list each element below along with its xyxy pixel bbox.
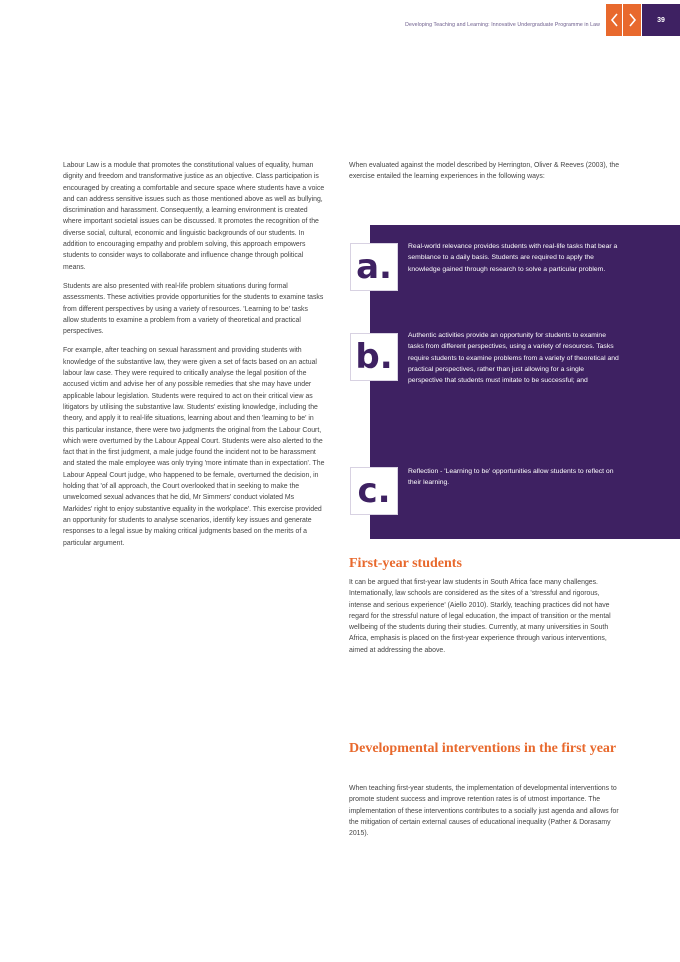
- page-number: 39: [642, 4, 680, 36]
- section-heading-first-year: First-year students: [349, 556, 462, 571]
- running-header: Developing Teaching and Learning: Innovative Undergraduate Programme in Law: [405, 22, 600, 28]
- first-year-paragraph: It can be argued that first-year law students in South Africa face many challenges. Internationally, law schools are considered as the sites of a 'stressful and rigorous, intense and serious experience' (Aiello 2010). Starkly, teaching practices did not have regard for the stressful nature of legal education, the impact of transition or the mental wellbeing of the students during their studies. Currently, at many universities in South Africa, emphasis is placed on the first-year experience through various interventions, aimed at addressing the above.: [349, 579, 611, 654]
- letter-a-tile: a.: [350, 243, 398, 291]
- letter-b-tile: b.: [350, 333, 398, 381]
- body-paragraph: Students are also presented with real-life problem situations during formal assessments. These activities provide opportunities for the students to examine tasks from different perspectives by using a variety of resources. 'Learning to be' tasks allow students to examine a problem from a variety of theoretical and practical perspectives.: [63, 282, 324, 336]
- body-paragraph: Labour Law is a module that promotes the constitutional values of equality, human dignity and freedom and transformative justice as an objective. Class participation is encouraged by creating a comfortable and secure space where students have a voice and can address sensitive issues such as those mentioned above as well as bullying, discrimination and harassment. Consequently, a learning environment is created where important societal issues can be discussed. It promotes the recognition of the diverse social, cultural, economic and linguistic backgrounds of our students. In addition to encouraging empathy and problem solving, this approach empowers students to consider ways to collaborate and influence change through political means.: [63, 162, 325, 271]
- item-a-text: Real-world relevance provides students with real-life tasks that bear a semblance to a daily basis. Students are required to apply the knowledge gained through research to solve a particular problem.: [408, 243, 618, 273]
- section-heading-developmental: Developmental interventions in the first year: [349, 741, 617, 756]
- developmental-paragraph: When teaching first-year students, the implementation of developmental interventions to promote student success and improve retention rates is of utmost importance. The implementation of these interventions contributes to a socially just agenda and allows for the mitigation of certain external causes of educational inequality (Pather & Dorasamy 2015).: [349, 785, 619, 838]
- chevron-left-icon: [610, 13, 619, 27]
- next-page-button[interactable]: [623, 4, 641, 36]
- left-column: [63, 160, 325, 557]
- item-c-text: Reflection - 'Learning to be' opportunities allow students to reflect on their learning.: [408, 468, 614, 487]
- item-b-text: Authentic activities provide an opportunity for students to examine tasks from different perspectives, using a variety of resources. Tasks require students to examine problems from a variety of theoretical and practical perspectives, rather than just allowing for a single perspective that students must imitate to be successful; and: [408, 332, 619, 385]
- chevron-right-icon: [628, 13, 637, 27]
- letter-c-tile: c.: [350, 467, 398, 515]
- previous-page-button[interactable]: [606, 4, 623, 36]
- right-intro: When evaluated against the model described by Herrington, Oliver & Reeves (2003), the exercise entailed the learning experiences in the following ways:: [349, 162, 620, 181]
- body-paragraph: For example, after teaching on sexual harassment and providing students with knowledge of the substantive law, they were given a set of facts based on an actual labour law case. They were required to critically analyse the legal position of the accused victim and advise her of any possible remedies that she may have under applicable labour legislation. Students were required to act on their critical view as litigators by utilising the substantive law. Students' existing knowledge, including the theory, and apply it to real-life situations, learning about and then 'learning to be' in this particular instance, there were two judgments the original from the Labour Court, which were overturned by the Labour Appeal Court. Students were also alerted to the fact that in the first judgment, a male judge found the incident not to be harassment and stated the male employee was only trying 'more intimate than in expectation'. The Labour Appeal Court judge, who happened to be female, overturned the decision, in holding that 'of all approach, the Court overlooked that in seeking to make the unwelcomed sexual advances that he did, Mr Simmers' conduct violated Ms Markides' right to enjoy substantive equality in the workplace'. This exercise provided an opportunity for students to analyse scenarios, identify key issues and generate responses to a legal issue by making critical judgments based on the merits of a particular argument.: [63, 347, 325, 547]
